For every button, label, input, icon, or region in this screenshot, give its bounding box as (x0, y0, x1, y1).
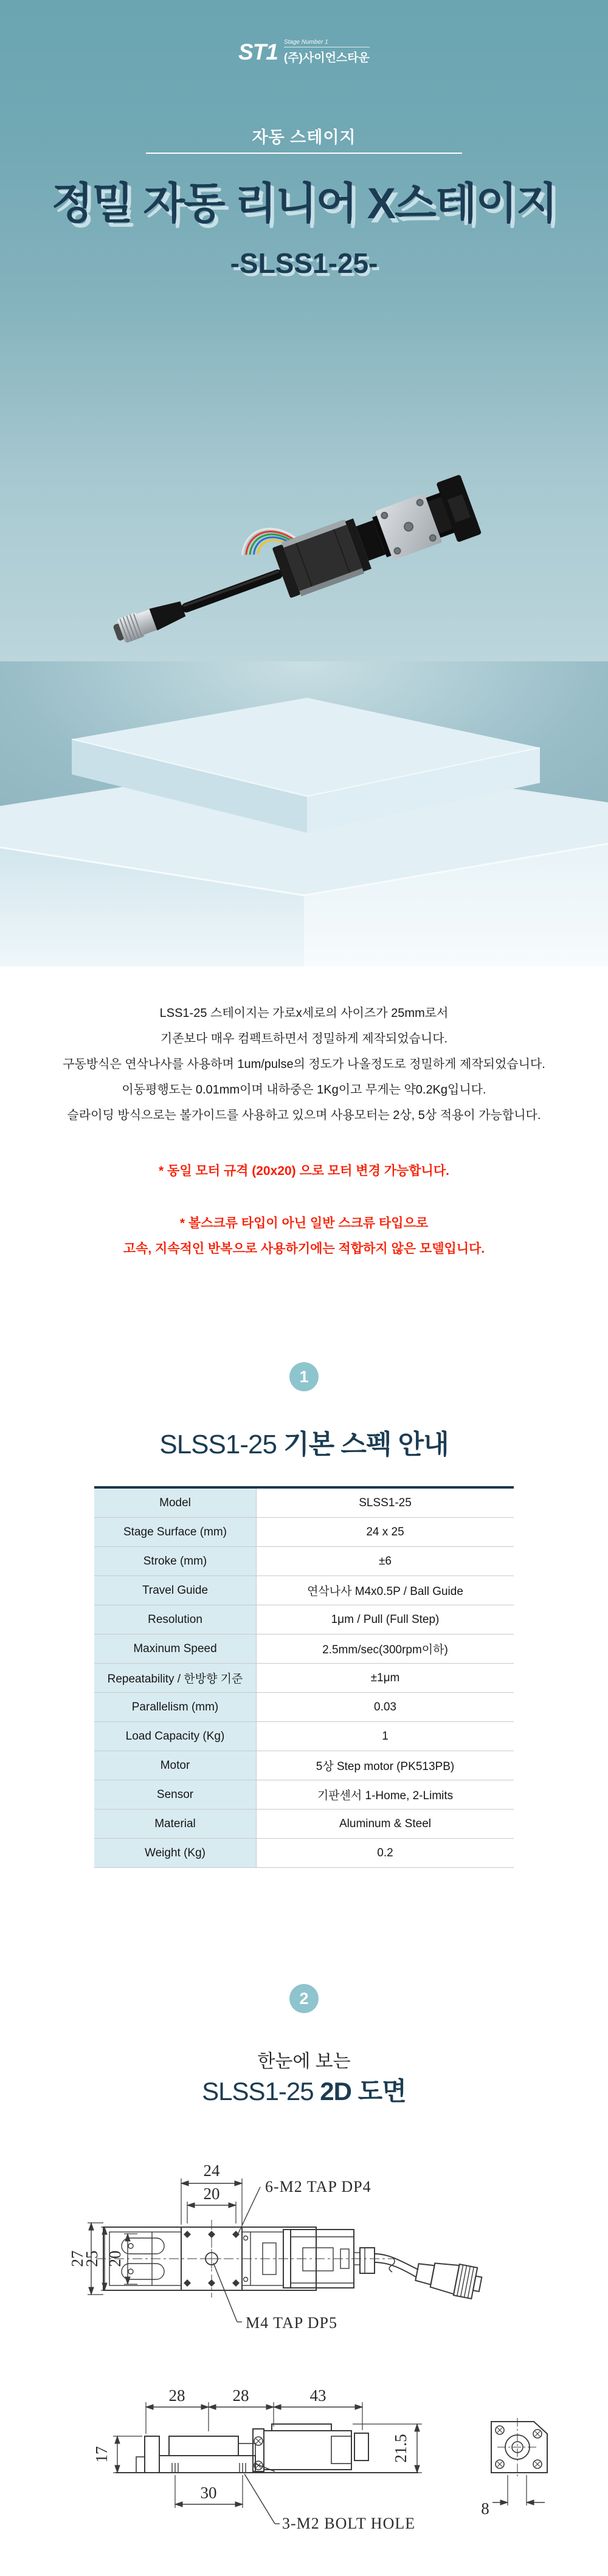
warning-note-1: * 동일 모터 규격 (20x20) 으로 모터 변경 가능합니다. (159, 1164, 449, 1178)
warning-note-2 (0, 1211, 608, 1262)
table-row (94, 1547, 514, 1576)
label-m4-tap: M4 TAP DP5 (246, 2314, 337, 2332)
spec-value: 0.2 (257, 1839, 514, 1867)
logo-text-block (284, 39, 370, 65)
spec-label: Model (94, 1489, 257, 1517)
spec-label: Weight (Kg) (94, 1839, 257, 1867)
spec-value: 1 (257, 1722, 514, 1751)
table-row (94, 1518, 514, 1547)
dim-43: 43 (309, 2389, 326, 2405)
table-row (94, 1664, 514, 1693)
spec-table (94, 1486, 514, 1868)
label-6-m2-tap: 6-M2 TAP DP4 (265, 2178, 371, 2195)
dim-8: 8 (481, 2499, 489, 2518)
spec-section-title (0, 1422, 608, 1461)
table-row (94, 1489, 514, 1518)
product-photo (0, 365, 608, 681)
page-title: 정밀 자동 리니어 X스테이지 (51, 180, 557, 228)
dim-20-left: 20 (106, 2250, 124, 2267)
drawing-title-model: SLSS1-25 (202, 2077, 314, 2106)
spec-value: SLSS1-25 (257, 1489, 514, 1517)
table-row (94, 1839, 514, 1867)
drawing-section-title (0, 2071, 608, 2108)
spec-label: Stroke (mm) (94, 1547, 257, 1576)
spec-label: Stage Surface (mm) (94, 1518, 257, 1546)
warning-note-2-line1: * 볼스크류 타입이 아닌 일반 스크류 타입으로 (179, 1216, 429, 1230)
intro-line: LSS1-25 스테이지는 가로x세로의 사이즈가 25mm로서 (159, 1007, 449, 1020)
table-row (94, 1634, 514, 1664)
spec-value: 2.5mm/sec(300rpm이하) (257, 1634, 514, 1663)
cad-top-view (0, 2146, 608, 2389)
spec-value: 24 x 25 (257, 1518, 514, 1546)
dim-24: 24 (203, 2161, 220, 2180)
spec-value: 1μm / Pull (Full Step) (257, 1605, 514, 1634)
spec-label: Travel Guide (94, 1576, 257, 1605)
dim-21-5: 21.5 (392, 2434, 410, 2463)
spec-label: Parallelism (mm) (94, 1693, 257, 1721)
spec-title-model: SLSS1-25 (159, 1430, 277, 1459)
intro-paragraph (0, 1000, 608, 1128)
spec-value: 기판센서 1-Home, 2-Limits (257, 1780, 514, 1809)
table-row (94, 1576, 514, 1605)
intro-line: 이동평행도는 0.01mm이며 내하중은 1Kg이고 무게는 약0.2Kg입니다. (122, 1083, 486, 1097)
spec-label: Sensor (94, 1780, 257, 1809)
spec-title-rest: 기본 스펙 안내 (276, 1430, 449, 1459)
spec-label: Material (94, 1810, 257, 1838)
spec-label: Repeatability / 한방향 기준 (94, 1664, 257, 1692)
spec-label: Maxinum Speed (94, 1634, 257, 1663)
section-badge-1: 1 (289, 1362, 319, 1391)
logo-company: (주)사이언스타운 (283, 52, 370, 64)
spec-value: 5상 Step motor (PK513PB) (257, 1751, 514, 1780)
hero-divider (146, 153, 462, 154)
st1-logo-icon: ST1 (238, 40, 278, 64)
logo-tagline: Stage Number 1 (284, 39, 370, 47)
spec-value: Aluminum & Steel (257, 1810, 514, 1838)
warning-note-2-line2: 고속, 지속적인 반복으로 사용하기에는 적합하지 않은 모델입니다. (123, 1242, 485, 1256)
spec-value: 연삭나사 M4x0.5P / Ball Guide (257, 1576, 514, 1605)
table-row (94, 1751, 514, 1780)
pedestal-image (0, 661, 608, 966)
spec-label: Motor (94, 1751, 257, 1780)
label-3-m2-bolt: 3-M2 BOLT HOLE (282, 2515, 416, 2532)
dim-20-top: 20 (203, 2185, 220, 2203)
table-row (94, 1693, 514, 1722)
table-row (94, 1810, 514, 1839)
drawing-section-subtitle: 한눈에 보는 (257, 2051, 351, 2071)
spec-label: Load Capacity (Kg) (94, 1722, 257, 1751)
spec-value: ±6 (257, 1547, 514, 1576)
hero-model-code: -SLSS1-25- (230, 247, 378, 279)
cad-side-view (0, 2389, 608, 2576)
dim-28b: 28 (232, 2389, 249, 2405)
table-row (94, 1722, 514, 1751)
spec-value: 0.03 (257, 1693, 514, 1721)
intro-line: 기존보다 매우 컴펙트하면서 정밀하게 제작되었습니다. (160, 1032, 448, 1045)
intro-line: 슬라이딩 방식으로는 볼가이드를 사용하고 있으며 사용모터는 2상, 5상 적용이 가능합니다. (67, 1109, 541, 1122)
brand-logo (0, 39, 608, 65)
dim-25: 25 (83, 2250, 101, 2267)
dim-17: 17 (92, 2446, 111, 2463)
spec-label: Resolution (94, 1605, 257, 1634)
intro-line: 구동방식은 연삭나사를 사용하며 1um/pulse의 정도가 나올정도로 정밀하게 제작되었습니다. (63, 1058, 545, 1071)
table-row (94, 1605, 514, 1634)
dim-30: 30 (200, 2484, 217, 2502)
dim-27: 27 (68, 2250, 86, 2267)
spec-value: ±1μm (257, 1664, 514, 1692)
drawing-title-rest: 2D 도면 (313, 2077, 406, 2106)
dim-28a: 28 (168, 2389, 185, 2405)
section-badge-2: 2 (289, 1984, 319, 2013)
hero-category: 자동 스테이지 (252, 128, 356, 146)
table-row (94, 1780, 514, 1810)
